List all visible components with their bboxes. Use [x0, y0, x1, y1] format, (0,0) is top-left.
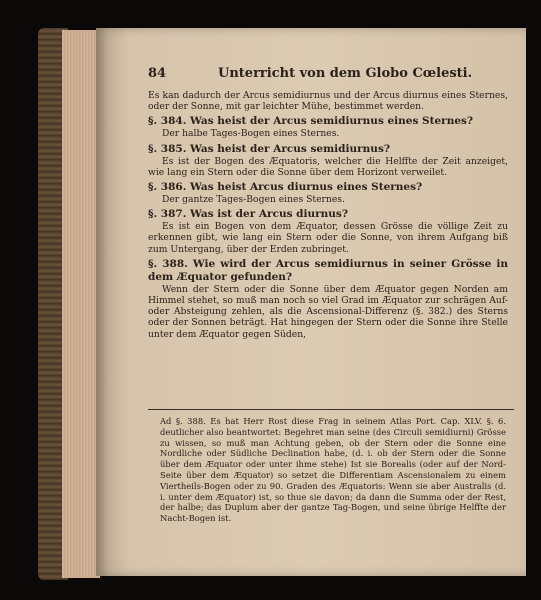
- running-title: Unterricht von dem Globo Cœlesti.: [218, 66, 473, 81]
- book-page: [96, 28, 526, 576]
- running-head: [148, 66, 508, 86]
- footnote-text: Ad §. 388. Es hat Herr Rost diese Frag in seinem Atlas Port. Cap. XLV. §. 6. deutlicher also beantwortet: Begehret man seine (des Circuli semidiurni) Grösse zu wissen, so muß man Achtung geben, ob der Stern oder die Sonne eine Nordliche oder Südliche Declination habe, (d. i. ob der Stern oder die Sonne über dem Æquator oder unter ihme stehe) Ist sie Borealis (oder auf der Nord-Seite über dem Æquator) so setzet die Differentiam Ascensionalem zu einem Viertheils-Bogen oder zu 90. Graden des Æquatoris: Wenn sie aber Australis (d. i. unter dem Æquator) ist, so thue sie davon; da dann die Summa oder der Rest, der halbe; das Duplum aber der gantze Tag-Bogen, und seine übrige Helffte der Nacht-Bogen ist.: [160, 416, 506, 524]
- footnote: [160, 416, 506, 524]
- main-text: [148, 90, 508, 340]
- footnote-divider: [148, 409, 514, 410]
- answer-388: Wenn der Stern oder die Sonne über dem Æquator gegen Norden am Himmel stehet, so muß man noch so viel Grad im Æquator zur schrägen Auf- oder Absteigung zehlen, als die Ascensional-Differenz (§. 382.) des Sterns oder der Sonnen beträgt. Hat hingegen der Stern oder die Sonne ihre Stelle unter dem Æquator gegen Süden,: [148, 283, 508, 340]
- question-388: §. 388. Wie wird der Arcus semidiurnus in seiner Grösse in dem Æquator gefunden?: [148, 257, 508, 283]
- question-384: §. 384. Was heist der Arcus semidiurnus eines Sternes?: [148, 115, 474, 128]
- answer-387: Es ist ein Bogen von dem Æquator, dessen Grösse die völlige Zeit zu erkennen gibt, wie lang ein Stern oder die Sonne, von ihrem Aufgang biß zum Untergang, über der Erden zubringet.: [148, 221, 508, 255]
- answer-384: Der halbe Tages-Bogen eines Sternes.: [162, 128, 340, 140]
- question-386: §. 386. Was heist Arcus diurnus eines Sternes?: [148, 181, 423, 194]
- page-number: 84: [148, 66, 167, 81]
- question-387: §. 387. Was ist der Arcus diurnus?: [148, 208, 348, 221]
- answer-386: Der gantze Tages-Bogen eines Sternes.: [162, 194, 345, 206]
- page-edges: [62, 30, 100, 578]
- answer-385: Es ist der Bogen des Æquatoris, welcher die Helffte der Zeit anzeiget, wie lang ein Stern oder die Sonne über dem Horizont verweilet.: [148, 155, 508, 178]
- question-385: §. 385. Was heist der Arcus semidiurnus?: [148, 142, 391, 155]
- paragraph: Es kan dadurch der Arcus semidiurnus und der Arcus diurnus eines Sternes, oder der Sonne, mit gar leichter Mühe, bestimmet werden.: [148, 90, 508, 113]
